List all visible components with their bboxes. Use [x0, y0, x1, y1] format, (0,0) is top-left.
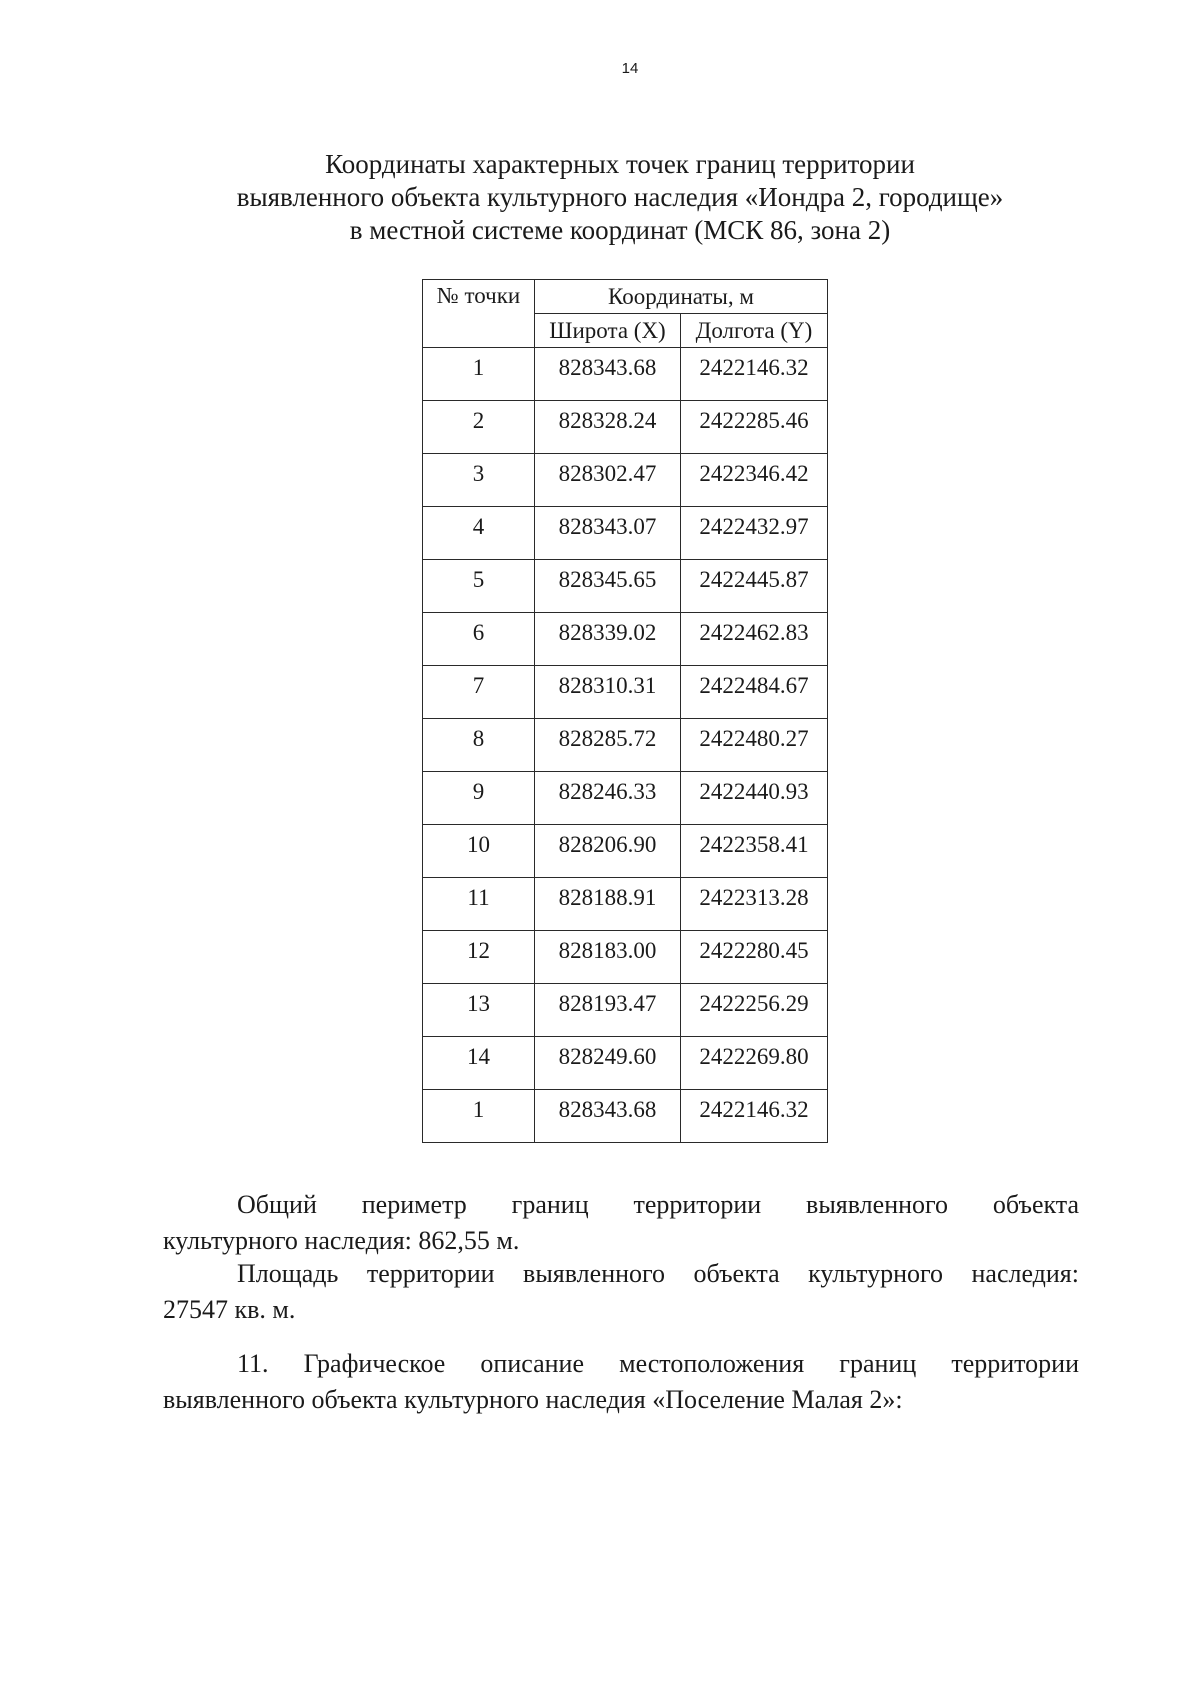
title-line-2: выявленного объекта культурного наследия «Иондра 2, городище»: [236, 182, 1004, 212]
point-number-cell: 4: [423, 507, 535, 560]
latitude-cell: 828302.47: [535, 454, 681, 507]
area-line-1: Площадь территории выявленного объекта культурного наследия:: [237, 1259, 1079, 1288]
point-number-cell: 12: [423, 931, 535, 984]
point-number-cell: 8: [423, 719, 535, 772]
table-row: [423, 613, 828, 666]
table-row: [423, 348, 828, 401]
longitude-cell: 2422440.93: [681, 772, 828, 825]
table-row: [423, 719, 828, 772]
coordinates-table: [422, 279, 828, 1143]
longitude-cell: 2422358.41: [681, 825, 828, 878]
table-row: [423, 931, 828, 984]
section-11-paragraph: [163, 1346, 1079, 1418]
header-point-number: № точки: [423, 280, 535, 348]
point-number-cell: 9: [423, 772, 535, 825]
point-number-cell: 14: [423, 1037, 535, 1090]
latitude-cell: 828343.68: [535, 1090, 681, 1143]
longitude-cell: 2422256.29: [681, 984, 828, 1037]
point-number-cell: 1: [423, 1090, 535, 1143]
table-row: [423, 666, 828, 719]
latitude-cell: 828310.31: [535, 666, 681, 719]
latitude-cell: 828285.72: [535, 719, 681, 772]
longitude-cell: 2422480.27: [681, 719, 828, 772]
longitude-cell: 2422432.97: [681, 507, 828, 560]
latitude-cell: 828328.24: [535, 401, 681, 454]
header-coordinates: Координаты, м: [535, 280, 828, 314]
table-title: [150, 148, 1090, 247]
longitude-cell: 2422484.67: [681, 666, 828, 719]
section-11-line-2: выявленного объекта культурного наследия «Поселение Малая 2»:: [163, 1385, 903, 1414]
area-paragraph: [163, 1256, 1079, 1328]
latitude-cell: 828343.68: [535, 348, 681, 401]
header-latitude-x: Широта (X): [535, 314, 681, 348]
table-row: [423, 772, 828, 825]
longitude-cell: 2422346.42: [681, 454, 828, 507]
longitude-cell: 2422445.87: [681, 560, 828, 613]
table-row: [423, 878, 828, 931]
table-row: [423, 507, 828, 560]
longitude-cell: 2422280.45: [681, 931, 828, 984]
latitude-cell: 828345.65: [535, 560, 681, 613]
latitude-cell: 828193.47: [535, 984, 681, 1037]
longitude-cell: 2422146.32: [681, 1090, 828, 1143]
table-row: [423, 401, 828, 454]
perimeter-paragraph: [163, 1187, 1079, 1259]
table-row: [423, 825, 828, 878]
point-number-cell: 11: [423, 878, 535, 931]
point-number-cell: 1: [423, 348, 535, 401]
latitude-cell: 828206.90: [535, 825, 681, 878]
point-number-cell: 3: [423, 454, 535, 507]
page-number: 14: [621, 60, 639, 77]
table-row: [423, 1037, 828, 1090]
longitude-cell: 2422313.28: [681, 878, 828, 931]
title-line-1: Координаты характерных точек границ территории: [325, 149, 915, 179]
latitude-cell: 828249.60: [535, 1037, 681, 1090]
title-line-3: в местной системе координат (МСК 86, зона 2): [349, 215, 891, 245]
latitude-cell: 828183.00: [535, 931, 681, 984]
longitude-cell: 2422269.80: [681, 1037, 828, 1090]
table-row: [423, 1090, 828, 1143]
latitude-cell: 828339.02: [535, 613, 681, 666]
longitude-cell: 2422462.83: [681, 613, 828, 666]
table-row: [423, 560, 828, 613]
latitude-cell: 828188.91: [535, 878, 681, 931]
area-line-2: 27547 кв. м.: [163, 1295, 296, 1324]
point-number-cell: 10: [423, 825, 535, 878]
longitude-cell: 2422285.46: [681, 401, 828, 454]
longitude-cell: 2422146.32: [681, 348, 828, 401]
table-row: [423, 984, 828, 1037]
point-number-cell: 13: [423, 984, 535, 1037]
point-number-cell: 5: [423, 560, 535, 613]
point-number-cell: 6: [423, 613, 535, 666]
table-row: [423, 454, 828, 507]
latitude-cell: 828343.07: [535, 507, 681, 560]
point-number-cell: 7: [423, 666, 535, 719]
section-11-line-1: 11. Графическое описание местоположения границ территории: [237, 1349, 1079, 1378]
latitude-cell: 828246.33: [535, 772, 681, 825]
header-longitude-y: Долгота (Y): [681, 314, 828, 348]
table-body: [423, 348, 828, 1143]
perimeter-line-1: Общий периметр границ территории выявленного объекта: [237, 1190, 1079, 1219]
point-number-cell: 2: [423, 401, 535, 454]
perimeter-line-2: культурного наследия: 862,55 м.: [163, 1226, 520, 1255]
